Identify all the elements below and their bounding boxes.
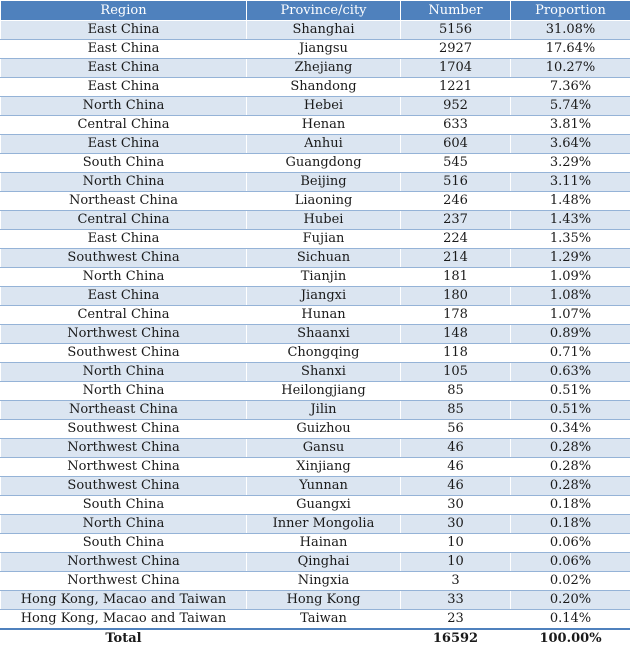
cell-number: 2927 (401, 40, 511, 59)
cell-proportion: 0.63% (511, 363, 630, 382)
cell-number: 85 (401, 401, 511, 420)
table-row (1, 572, 630, 591)
cell-number: 30 (401, 496, 511, 515)
cell-number: 180 (401, 287, 511, 306)
cell-number: 246 (401, 192, 511, 211)
cell-proportion: 1.48% (511, 192, 630, 211)
cell-proportion: 3.81% (511, 116, 630, 135)
cell-region: South China (1, 534, 247, 553)
cell-region: East China (1, 21, 247, 40)
cell-province-city: Shaanxi (247, 325, 401, 344)
cell-province-city: Fujian (247, 230, 401, 249)
cell-number: 3 (401, 572, 511, 591)
cell-province-city: Ningxia (247, 572, 401, 591)
total-empty-cell (247, 629, 401, 649)
cell-province-city: Qinghai (247, 553, 401, 572)
table-row (1, 40, 630, 59)
total-number: 16592 (401, 629, 511, 649)
cell-proportion: 0.28% (511, 477, 630, 496)
header-row (1, 1, 630, 21)
table-row (1, 477, 630, 496)
table-row (1, 135, 630, 154)
table-row (1, 230, 630, 249)
cell-proportion: 0.51% (511, 401, 630, 420)
cell-number: 23 (401, 610, 511, 630)
table-row (1, 496, 630, 515)
total-row (1, 629, 630, 649)
cell-number: 46 (401, 458, 511, 477)
cell-number: 633 (401, 116, 511, 135)
cell-region: East China (1, 59, 247, 78)
cell-proportion: 0.06% (511, 553, 630, 572)
cell-province-city: Hunan (247, 306, 401, 325)
cell-province-city: Guangxi (247, 496, 401, 515)
cell-province-city: Hainan (247, 534, 401, 553)
cell-proportion: 17.64% (511, 40, 630, 59)
cell-number: 1704 (401, 59, 511, 78)
cell-proportion: 0.51% (511, 382, 630, 401)
total-label: Total (1, 629, 247, 649)
cell-number: 545 (401, 154, 511, 173)
cell-proportion: 1.35% (511, 230, 630, 249)
table-row (1, 401, 630, 420)
cell-region: North China (1, 382, 247, 401)
cell-region: Southwest China (1, 420, 247, 439)
cell-proportion: 31.08% (511, 21, 630, 40)
cell-region: Northeast China (1, 401, 247, 420)
cell-number: 33 (401, 591, 511, 610)
cell-number: 85 (401, 382, 511, 401)
cell-province-city: Hong Kong (247, 591, 401, 610)
table-row (1, 420, 630, 439)
table-row (1, 344, 630, 363)
cell-number: 118 (401, 344, 511, 363)
cell-region: Hong Kong, Macao and Taiwan (1, 591, 247, 610)
cell-proportion: 1.07% (511, 306, 630, 325)
table-row (1, 78, 630, 97)
table-row (1, 173, 630, 192)
cell-number: 952 (401, 97, 511, 116)
table-body (1, 21, 630, 630)
cell-proportion: 0.20% (511, 591, 630, 610)
cell-proportion: 0.18% (511, 496, 630, 515)
header-region: Region (1, 1, 247, 21)
cell-region: Northwest China (1, 553, 247, 572)
cell-proportion: 0.06% (511, 534, 630, 553)
cell-province-city: Heilongjiang (247, 382, 401, 401)
header-proportion: Proportion (511, 1, 630, 21)
cell-number: 46 (401, 477, 511, 496)
cell-region: East China (1, 135, 247, 154)
cell-region: East China (1, 40, 247, 59)
cell-region: Northwest China (1, 439, 247, 458)
table-row (1, 59, 630, 78)
table-row (1, 553, 630, 572)
cell-proportion: 3.11% (511, 173, 630, 192)
cell-region: Central China (1, 306, 247, 325)
cell-number: 604 (401, 135, 511, 154)
cell-province-city: Tianjin (247, 268, 401, 287)
cell-proportion: 0.02% (511, 572, 630, 591)
table-row (1, 591, 630, 610)
table-row (1, 249, 630, 268)
cell-proportion: 1.08% (511, 287, 630, 306)
cell-proportion: 7.36% (511, 78, 630, 97)
cell-province-city: Hebei (247, 97, 401, 116)
table-row (1, 325, 630, 344)
cell-province-city: Gansu (247, 439, 401, 458)
cell-province-city: Yunnan (247, 477, 401, 496)
cell-region: Northwest China (1, 325, 247, 344)
cell-number: 46 (401, 439, 511, 458)
cell-number: 56 (401, 420, 511, 439)
cell-proportion: 0.89% (511, 325, 630, 344)
cell-province-city: Shanghai (247, 21, 401, 40)
cell-region: Northwest China (1, 458, 247, 477)
cell-proportion: 1.09% (511, 268, 630, 287)
cell-proportion: 1.43% (511, 211, 630, 230)
cell-number: 516 (401, 173, 511, 192)
table-row (1, 363, 630, 382)
cell-number: 10 (401, 534, 511, 553)
table-row (1, 97, 630, 116)
cell-number: 30 (401, 515, 511, 534)
cell-region: East China (1, 230, 247, 249)
total-proportion: 100.00% (511, 629, 630, 649)
cell-region: South China (1, 154, 247, 173)
table-row (1, 306, 630, 325)
cell-proportion: 3.29% (511, 154, 630, 173)
cell-proportion: 0.71% (511, 344, 630, 363)
table-row (1, 154, 630, 173)
cell-number: 178 (401, 306, 511, 325)
cell-number: 105 (401, 363, 511, 382)
cell-province-city: Taiwan (247, 610, 401, 630)
table-row (1, 268, 630, 287)
cell-province-city: Guizhou (247, 420, 401, 439)
table-row (1, 382, 630, 401)
table-row (1, 21, 630, 40)
cell-region: East China (1, 287, 247, 306)
cell-region: North China (1, 173, 247, 192)
cell-proportion: 0.28% (511, 458, 630, 477)
cell-province-city: Shanxi (247, 363, 401, 382)
cell-province-city: Hubei (247, 211, 401, 230)
cell-number: 5156 (401, 21, 511, 40)
cell-region: South China (1, 496, 247, 515)
cell-region: Hong Kong, Macao and Taiwan (1, 610, 247, 630)
cell-province-city: Henan (247, 116, 401, 135)
cell-region: North China (1, 363, 247, 382)
cell-region: Central China (1, 211, 247, 230)
cell-proportion: 0.34% (511, 420, 630, 439)
cell-province-city: Beijing (247, 173, 401, 192)
cell-proportion: 1.29% (511, 249, 630, 268)
table-row (1, 610, 630, 630)
table-row (1, 116, 630, 135)
cell-number: 1221 (401, 78, 511, 97)
cell-proportion: 3.64% (511, 135, 630, 154)
cell-number: 224 (401, 230, 511, 249)
cell-number: 10 (401, 553, 511, 572)
cell-region: Southwest China (1, 477, 247, 496)
cell-region: East China (1, 78, 247, 97)
cell-province-city: Inner Mongolia (247, 515, 401, 534)
cell-region: Southwest China (1, 249, 247, 268)
cell-number: 214 (401, 249, 511, 268)
table-row (1, 287, 630, 306)
cell-proportion: 5.74% (511, 97, 630, 116)
cell-region: Southwest China (1, 344, 247, 363)
table-row (1, 515, 630, 534)
cell-province-city: Liaoning (247, 192, 401, 211)
cell-region: Central China (1, 116, 247, 135)
header-province-city: Province/city (247, 1, 401, 21)
table-row (1, 534, 630, 553)
cell-region: Northwest China (1, 572, 247, 591)
cell-proportion: 0.18% (511, 515, 630, 534)
cell-region: North China (1, 97, 247, 116)
cell-province-city: Xinjiang (247, 458, 401, 477)
cell-province-city: Sichuan (247, 249, 401, 268)
table-row (1, 211, 630, 230)
table-row (1, 439, 630, 458)
cell-province-city: Jilin (247, 401, 401, 420)
cell-proportion: 0.28% (511, 439, 630, 458)
cell-proportion: 0.14% (511, 610, 630, 630)
cell-region: Northeast China (1, 192, 247, 211)
cell-province-city: Guangdong (247, 154, 401, 173)
table-row (1, 192, 630, 211)
header-number: Number (401, 1, 511, 21)
cell-province-city: Chongqing (247, 344, 401, 363)
cell-number: 237 (401, 211, 511, 230)
cell-province-city: Zhejiang (247, 59, 401, 78)
cell-province-city: Jiangsu (247, 40, 401, 59)
cell-province-city: Shandong (247, 78, 401, 97)
cell-region: North China (1, 268, 247, 287)
cell-province-city: Jiangxi (247, 287, 401, 306)
cell-region: North China (1, 515, 247, 534)
table-row (1, 458, 630, 477)
cell-province-city: Anhui (247, 135, 401, 154)
cell-proportion: 10.27% (511, 59, 630, 78)
cell-number: 181 (401, 268, 511, 287)
cell-number: 148 (401, 325, 511, 344)
